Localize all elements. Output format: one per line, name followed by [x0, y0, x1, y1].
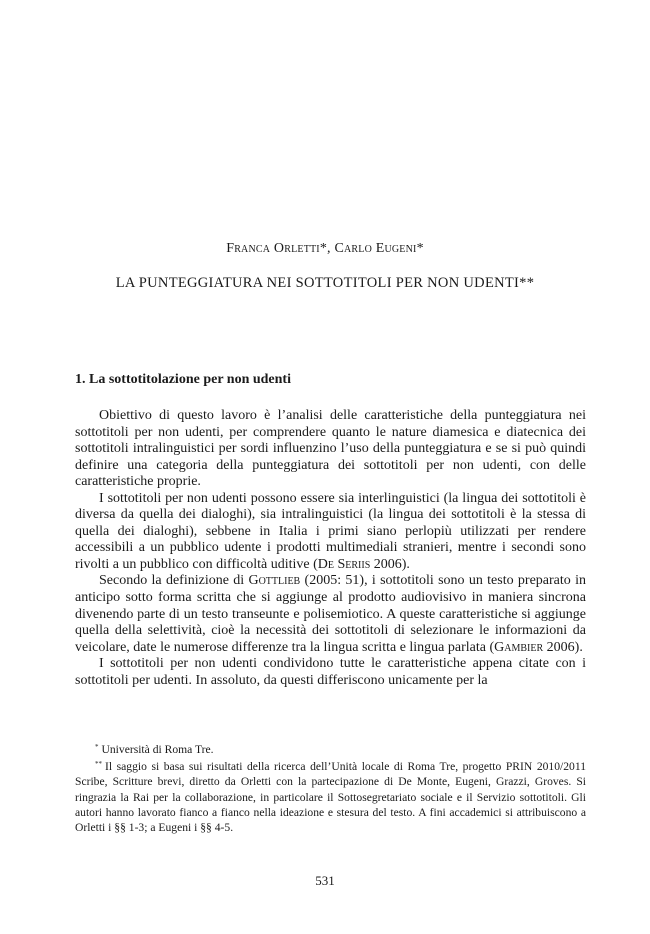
paper-title: LA PUNTEGGIATURA NEI SOTTOTITOLI PER NON UDENTI** [115, 275, 535, 291]
footnote-text: Università di Roma Tre. [101, 743, 214, 756]
footnote-mark: * [95, 743, 99, 751]
footnote-text: Il saggio si basa sui risultati della ricerca dell’Unità locale di Roma Tre, progetto PRIN 2010/2011 Scribe, Scritture brevi, diretto da Orletti con la partecipazione di De Monte, Eugeni, Grazzi, Groves. Si ringrazia la Rai per la collaborazione, in particolare il Sottosegretariato sociale e il Servizio sottotitoli. Gli autori hanno lavorato fianco a fianco nella ideazione e stesura del testo. A fini accademici si attribuiscono a Orletti i §§ 1-3; a Eugeni i §§ 4-5. [75, 760, 586, 835]
footnote [75, 740, 586, 757]
paragraph-text: 2006). [543, 639, 583, 655]
citation-author: Gambier [494, 639, 544, 655]
footnotes [75, 740, 586, 835]
footnote-mark: ** [95, 760, 102, 769]
page-number: 531 [315, 873, 335, 888]
paragraph-text: 2006). [370, 556, 410, 572]
author-line [0, 241, 650, 257]
affiliation-mark: * [416, 241, 424, 256]
citation-author: De Seriis [317, 556, 371, 572]
paragraph: Obiettivo di questo lavoro è l’analisi delle caratteristiche della punteggiatura nei sottotitoli per non udenti, per comprendere quanto le nature diamesica e diatecnica dei sottotitoli intralinguistici per sordi influenzino l’uso della punteggiatura e se si può quindi definire una categoria della punteggiatura dei sottotitoli per non udenti, con delle caratteristiche proprie. [75, 408, 586, 490]
paragraph-text: (2005: 51), i sottotitoli sono un testo preparato in anticipo sotto forma scritta che si aggiunge al prodotto audiovisivo in maniera sincrona divenendo parte di un testo transeunte e polisemiotico. A queste caratteristiche si aggiunge quella della selettività, cioè la necessità dei sottotitoli di selezionare le informazioni da veicolare, date le numerose differenze tra la lingua scritta e lingua parlata ( [75, 573, 586, 655]
citation-author: Gottlieb [248, 573, 301, 589]
paragraph [75, 491, 586, 574]
affiliation-mark: * [319, 241, 328, 256]
paragraph [75, 573, 586, 656]
footnote [75, 757, 586, 835]
author-name: Carlo Eugeni [334, 241, 417, 256]
paragraph-text: I sottotitoli per non udenti possono essere sia interlinguistici (la lingua dei sottotitoli è diversa da quella dei dialoghi), sia intralinguistici (la lingua dei sottotitoli è la stessa di quella dei dialoghi), sebbene in Italia i primi siano perlopiù utilizzati per rendere accessibili a un pubblico udente i prodotti multimediali stranieri, mentre i secondi sono rivolti a un pubblico con difficoltà uditive ( [75, 490, 586, 572]
section-heading: 1. La sottotitolazione per non udenti [75, 372, 291, 387]
paragraph: I sottotitoli per non udenti condividono tutte le caratteristiche appena citate con i sottotitoli per udenti. In assoluto, da questi differiscono unicamente per la [75, 656, 586, 688]
paragraph-text: Secondo la definizione di [99, 573, 249, 589]
author-name: Franca Orletti [226, 241, 320, 256]
author-separator: , [327, 241, 335, 256]
body-text [75, 408, 586, 689]
